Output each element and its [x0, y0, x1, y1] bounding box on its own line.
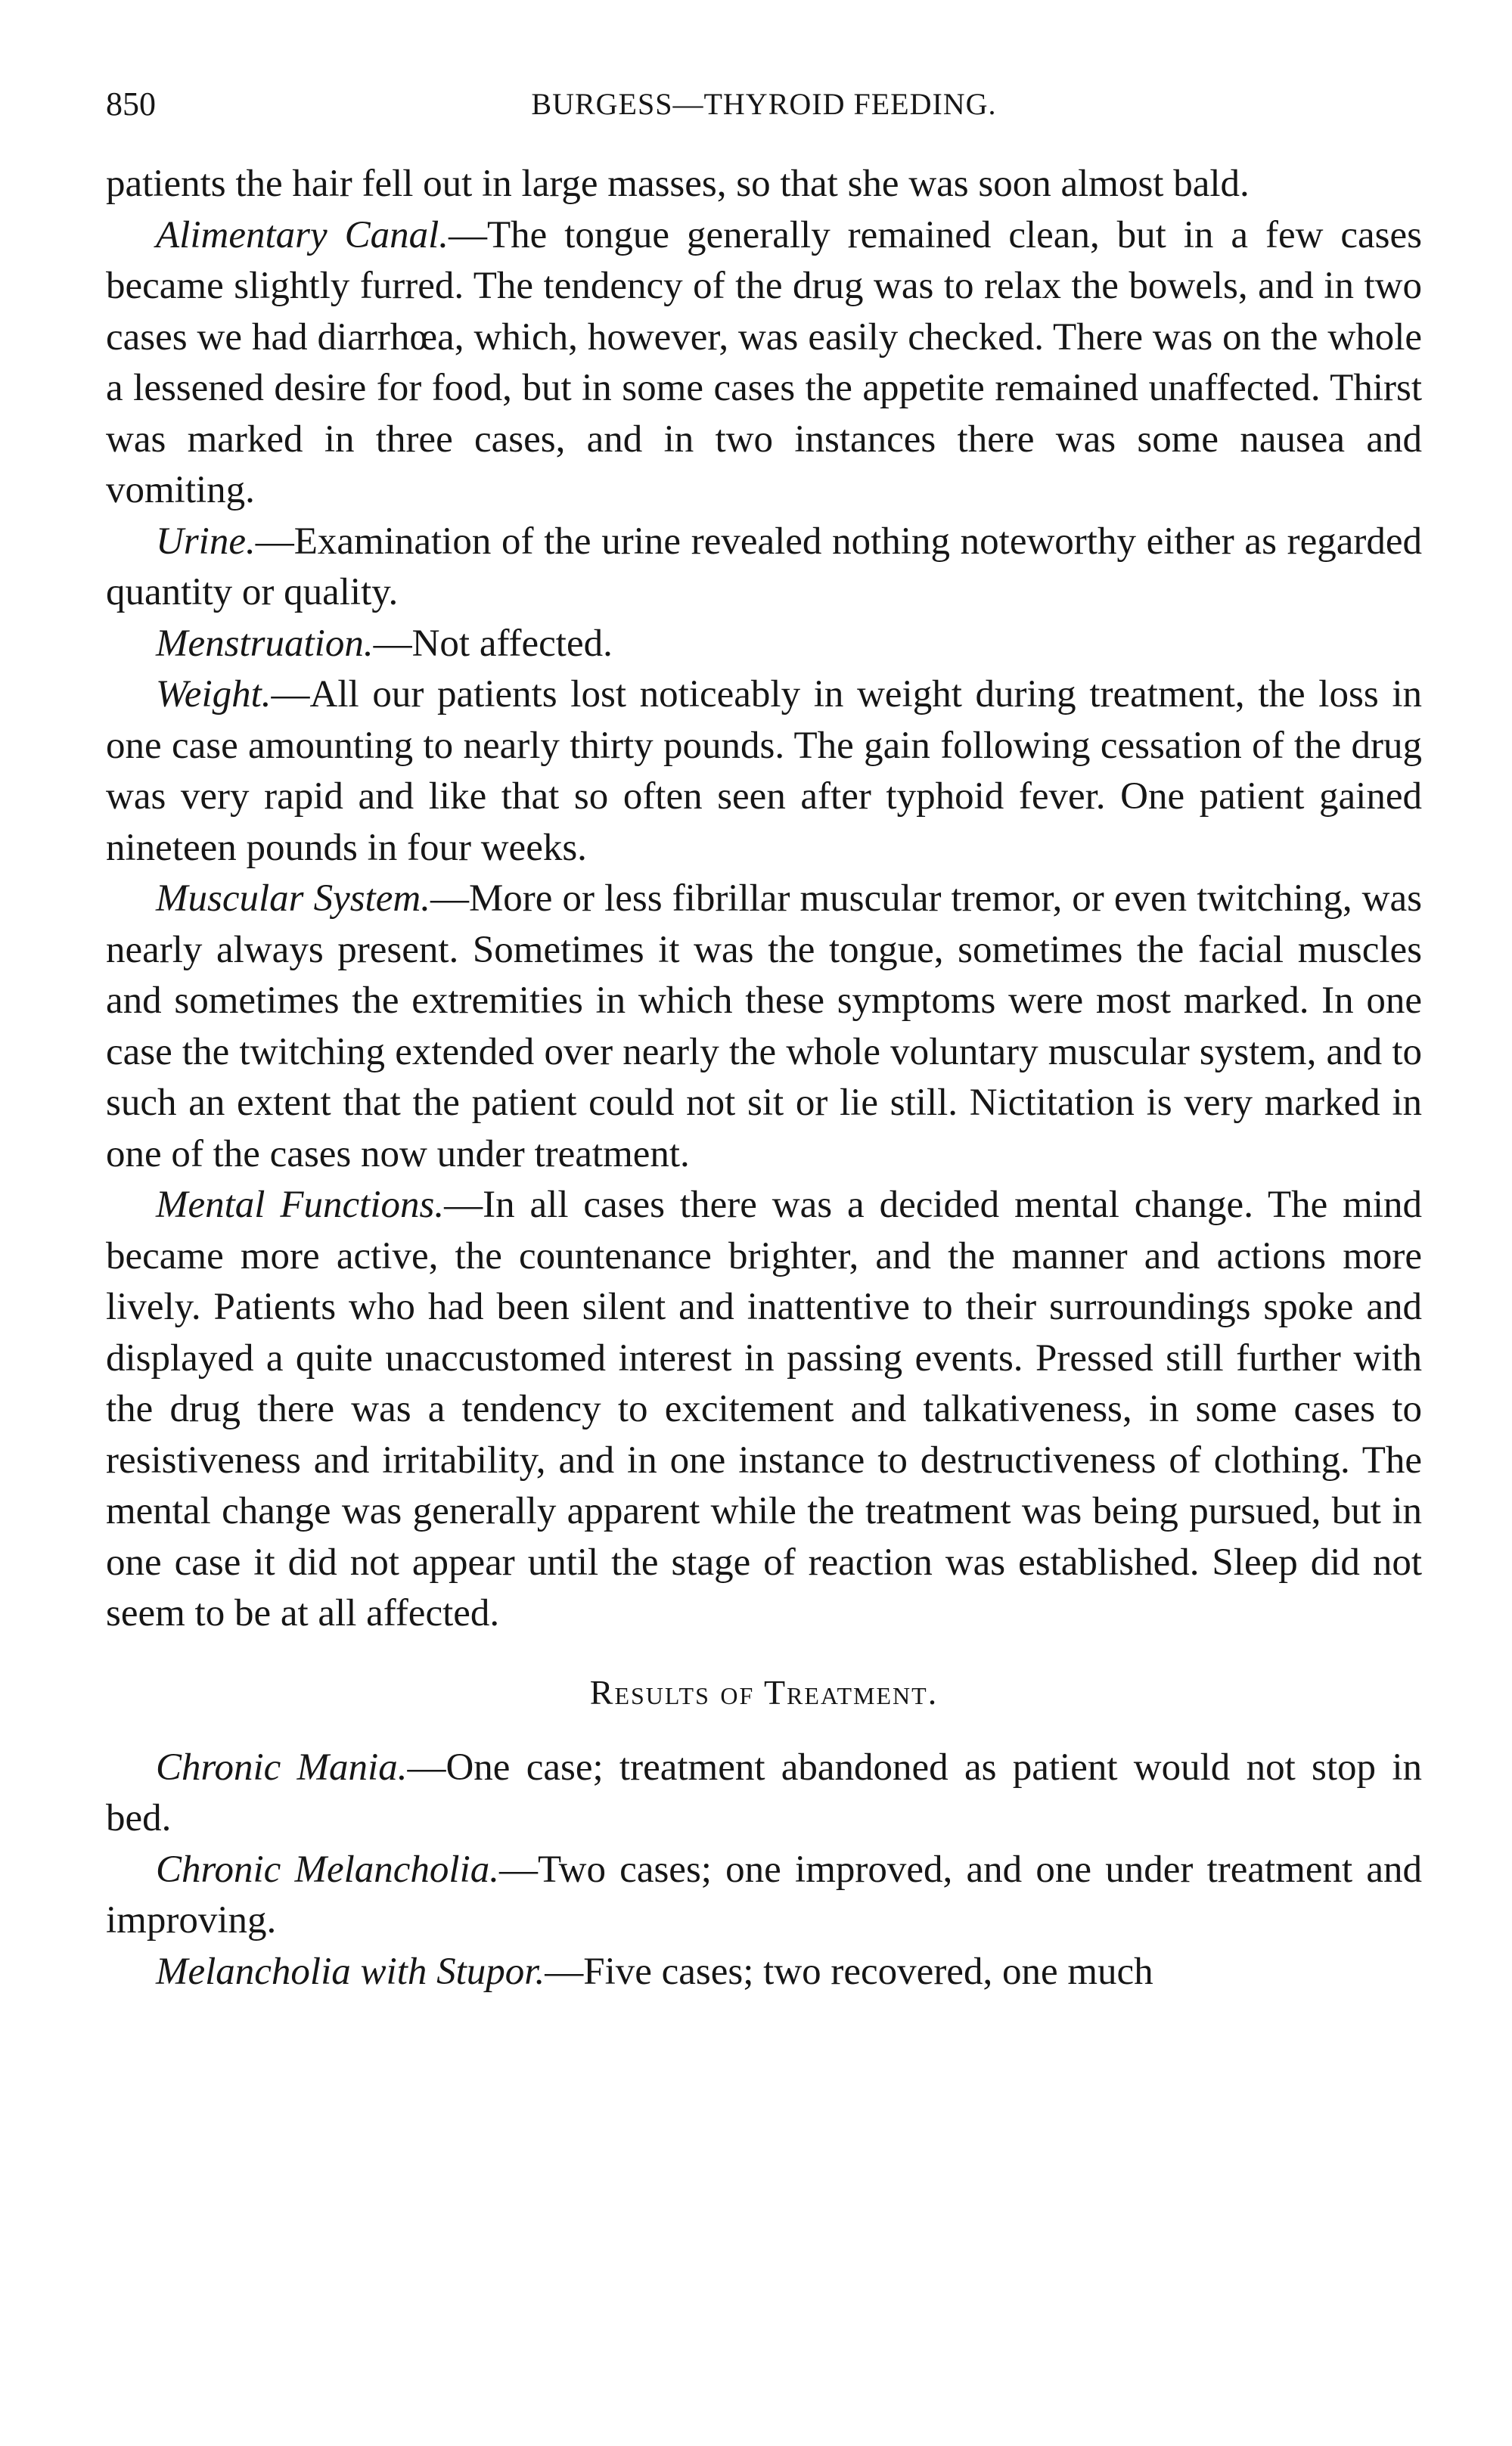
paragraph-chronic-melancholia [106, 1845, 1422, 1947]
paragraph-text: —The tongue generally remained clean, but in a few cases became slightly furred. The tendency of the drug was to relax the bowels, and in two cases we had diarrhœa, which, however, was easily checked. There was on the whole a lessened desire for food, but in some cases the appetite remained unaffected. Thirst was marked in three cases, and in two instances there was some nausea and vomiting. [106, 213, 1422, 511]
topic-heading: Muscular System. [156, 877, 430, 920]
paragraph-text: patients the hair fell out in large masses, so that she was soon almost bald. [106, 163, 1250, 205]
paragraph-text: —Two cases; one improved, and one under treatment and improving. [106, 1848, 1423, 1942]
topic-heading: Melancholia with Stupor. [156, 1950, 545, 1993]
paragraph-muscular-system [106, 874, 1422, 1180]
paragraph-text: —More or less fibrillar muscular tremor, or even twitching, was nearly always present. Sometimes it was the tongue, sometimes the facial muscles and sometimes the extremities in which these symptoms were most marked. In one case the twitching extended over nearly the whole voluntary muscular system, and to such an extent that the patient could not sit or lie still. Nictitation is very marked in one of the cases now under treatment. [106, 877, 1422, 1175]
topic-heading: Chronic Mania. [156, 1746, 408, 1789]
topic-heading: Chronic Melancholia. [156, 1848, 500, 1891]
paragraph-hair-loss-continued [106, 159, 1422, 210]
paragraph-urine [106, 517, 1422, 619]
paragraph-text: —All our patients lost noticeably in weight during treatment, the loss in one case amounting to nearly thirty pounds. The gain following cessation of the drug was very rapid and like that so often seen after typhoid fever. One patient gained nineteen pounds in four weeks. [106, 673, 1422, 869]
paragraph-text: —Not affected. [373, 622, 613, 665]
body-text [106, 159, 1422, 1997]
paragraph-chronic-mania [106, 1743, 1422, 1845]
paragraph-text: —One case; treatment abandoned as patient would not stop in bed. [106, 1746, 1422, 1839]
topic-heading: Urine. [156, 520, 256, 563]
paragraph-melancholia-with-stupor [106, 1947, 1422, 1998]
section-heading: Results of Treatment. [589, 1672, 939, 1712]
topic-heading: Mental Functions. [156, 1184, 445, 1226]
topic-heading: Alimentary Canal. [156, 213, 449, 256]
paragraph-text: —Five cases; two recovered, one much [545, 1950, 1153, 1993]
paragraph-weight [106, 669, 1422, 874]
paragraph-text: —In all cases there was a decided mental change. The mind became more active, the countenance brighter, and the manner and actions more lively. Patients who had been silent and inattentive to their surroundings spoke and displayed a quite unaccustomed interest in passing events. Pressed still further with the drug there was a tendency to excitement and talkativeness, in some cases to resistiveness and irritability, and in one instance to destructiveness of clothing. The mental change was generally apparent while the treatment was being pursued, but in one case it did not appear until the stage of reaction was established. Sleep did not seem to be at all affected. [106, 1184, 1422, 1634]
paragraph-mental-functions [106, 1180, 1422, 1640]
running-head [106, 82, 1422, 127]
topic-heading: Weight. [156, 673, 272, 715]
document-page [106, 82, 1422, 1997]
topic-heading: Menstruation. [156, 622, 374, 665]
paragraph-text: —Examination of the urine revealed nothing noteworthy either as regarded quantity or quality. [106, 520, 1422, 613]
running-title: BURGESS—THYROID FEEDING. [531, 87, 997, 121]
paragraph-alimentary-canal [106, 210, 1422, 517]
paragraph-menstruation [106, 619, 1422, 670]
page-number: 850 [106, 85, 156, 123]
